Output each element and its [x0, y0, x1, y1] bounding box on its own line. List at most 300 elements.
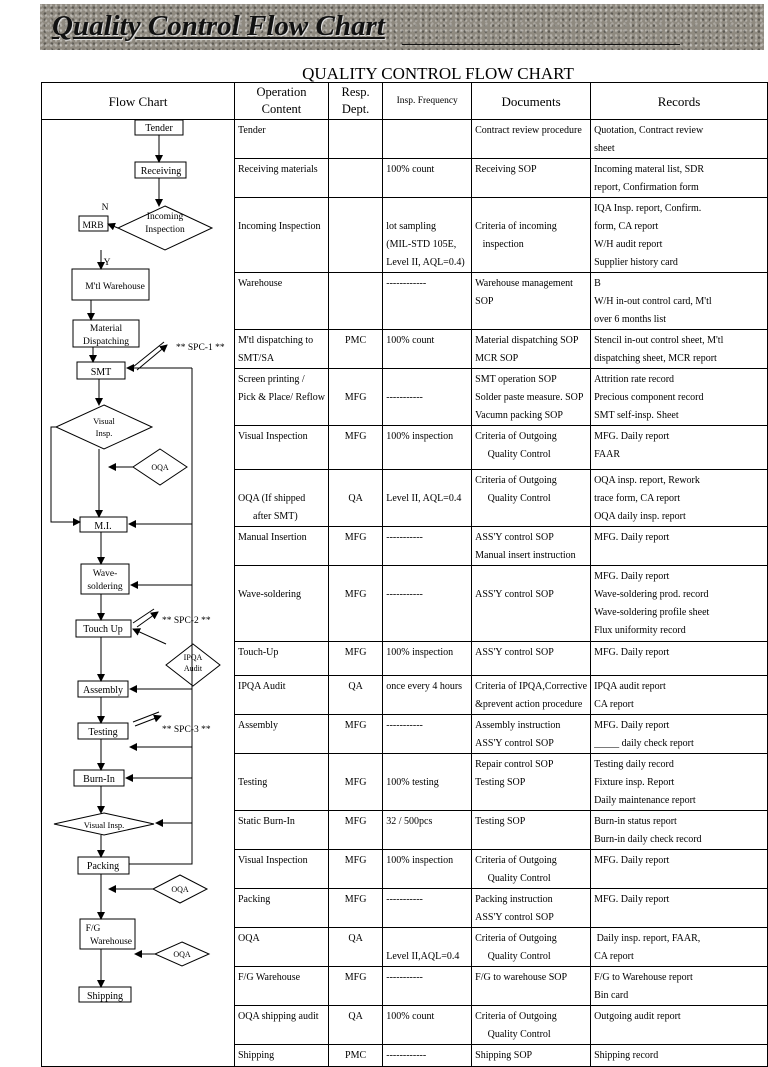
cell-line: report, Confirmation form: [594, 182, 699, 193]
table-body: [42, 120, 768, 1067]
mi-label: M.I.: [94, 521, 112, 532]
records-cell: [591, 889, 768, 928]
cell-line: 100% count: [386, 1011, 435, 1022]
packing-label: Packing: [86, 861, 120, 872]
operation-cell: [235, 967, 329, 1006]
resp-cell: [328, 369, 382, 426]
frequency-cell: [383, 426, 472, 470]
cell-line: SMT self-insp. Sheet: [594, 410, 679, 421]
records-cell: [591, 967, 768, 1006]
operation-cell: [235, 754, 329, 811]
header-records: Records: [591, 83, 768, 120]
cell-line: Shipping: [238, 1050, 275, 1061]
cell-line: over 6 months list: [594, 314, 667, 325]
records-cell: [591, 470, 768, 527]
spc3-arrow-b: [135, 716, 161, 726]
material-dispatching-label-2: Dispatching: [83, 337, 129, 347]
cell-line: Solder paste measure. SOP: [475, 392, 584, 403]
cell-line: &prevent action procedure: [475, 699, 583, 710]
operation-cell: [235, 159, 329, 198]
frequency-cell: [383, 967, 472, 1006]
operation-cell: [235, 527, 329, 566]
operation-cell: [235, 566, 329, 642]
frequency-cell: [383, 527, 472, 566]
operation-cell: [235, 642, 329, 676]
cell-line: Static Burn-In: [238, 816, 295, 827]
cell-line: OQA shipping audit: [238, 1011, 319, 1022]
cell-line: MFG: [344, 431, 367, 442]
cell-line: SMT operation SOP: [475, 374, 557, 385]
frequency-cell: [383, 642, 472, 676]
records-cell: [591, 928, 768, 967]
cell-line: MFG. Daily report: [594, 894, 670, 905]
cell-line: ASS'Y control SOP: [475, 912, 554, 923]
cell-line: [332, 756, 379, 774]
documents-cell: [472, 426, 591, 470]
shipping-label: Shipping: [86, 991, 124, 1002]
records-cell: [591, 369, 768, 426]
documents-cell: [472, 273, 591, 330]
cell-line: PMC: [345, 335, 367, 346]
documents-cell: [472, 369, 591, 426]
records-cell: [591, 527, 768, 566]
operation-cell: [235, 889, 329, 928]
resp-cell: [328, 527, 382, 566]
records-cell: [591, 120, 768, 159]
cell-line: MFG: [344, 855, 367, 866]
cell-line: Testing daily record: [594, 759, 674, 770]
records-cell: [591, 566, 768, 642]
records-cell: [591, 426, 768, 470]
cell-line: MFG. Daily report: [594, 532, 670, 543]
documents-cell: [472, 198, 591, 273]
header-documents: Documents: [472, 83, 591, 120]
cell-line: [238, 568, 325, 586]
operation-cell: [235, 120, 329, 159]
cell-line: Supplier history card: [594, 257, 678, 268]
flow-chart-cell: [42, 120, 235, 1067]
cell-line: [386, 568, 468, 586]
cell-line: Criteria of Outgoing: [475, 431, 557, 442]
records-cell: [591, 715, 768, 754]
resp-cell: [328, 120, 382, 159]
documents-cell: [472, 928, 591, 967]
cell-line: 100% inspection: [386, 855, 454, 866]
cell-line: F/G to warehouse SOP: [475, 972, 568, 983]
cell-line: CA report: [594, 699, 634, 710]
qc-flow-table: [41, 82, 768, 1067]
documents-cell: [472, 566, 591, 642]
cell-line: [332, 568, 379, 586]
cell-line: 100% testing: [386, 777, 439, 788]
oqa2-label: OQA: [171, 885, 189, 894]
cell-line: [475, 568, 587, 586]
oqa3-label: OQA: [173, 950, 191, 959]
resp-cell: [328, 889, 382, 928]
header-flow-chart: Flow Chart: [42, 83, 235, 120]
cell-line: Contract review procedure: [475, 125, 582, 136]
visual1-label-2: Insp.: [95, 428, 113, 438]
wave-label-2: soldering: [87, 582, 123, 592]
cell-line: [332, 371, 379, 389]
spc1-arrow-b: [137, 345, 167, 370]
incoming-label-2: Inspection: [145, 225, 185, 235]
cell-line: Tender: [238, 125, 266, 136]
cell-line: sheet: [594, 143, 615, 154]
cell-line: Quality Control: [475, 873, 551, 884]
assembly-label: Assembly: [83, 685, 123, 696]
cell-line: MFG: [344, 816, 367, 827]
documents-cell: [472, 676, 591, 715]
documents-cell: [472, 527, 591, 566]
visual-insp-1-diamond: [56, 405, 152, 449]
cell-line: ------------: [386, 1050, 427, 1061]
records-cell: [591, 754, 768, 811]
cell-line: 100% inspection: [386, 647, 454, 658]
cell-line: Criteria of Outgoing: [475, 855, 557, 866]
cell-line: once every 4 hours: [386, 681, 463, 692]
documents-cell: [472, 642, 591, 676]
cell-line: Warehouse management: [475, 278, 573, 289]
cell-line: CA report: [594, 951, 634, 962]
operation-cell: [235, 198, 329, 273]
records-cell: [591, 198, 768, 273]
resp-cell: [328, 198, 382, 273]
cell-line: -----------: [386, 532, 423, 543]
cell-line: MFG: [344, 392, 367, 403]
arrow-incoming-mrb: [108, 224, 118, 228]
cell-line: Fixture insp. Report: [594, 777, 675, 788]
fg-label-2: Warehouse: [90, 937, 132, 947]
cell-line: [475, 200, 587, 218]
cell-line: MFG: [344, 972, 367, 983]
cell-line: SOP: [475, 296, 494, 307]
y-label: Y: [103, 258, 111, 268]
flow-chart-diagram: [42, 120, 234, 1004]
cell-line: [386, 371, 468, 389]
documents-cell: [472, 889, 591, 928]
operation-cell: [235, 715, 329, 754]
operation-cell: [235, 1045, 329, 1067]
cell-line: Packing: [238, 894, 271, 905]
cell-line: 100% count: [386, 335, 435, 346]
resp-cell: [328, 1045, 382, 1067]
receiving-label: Receiving: [140, 166, 182, 177]
cell-line: Criteria of Outgoing: [475, 1011, 557, 1022]
cell-line: M'tl dispatching to: [238, 335, 314, 346]
cell-line: OQA (If shipped: [238, 493, 306, 504]
frequency-cell: [383, 1045, 472, 1067]
resp-cell: [328, 676, 382, 715]
resp-cell: [328, 967, 382, 1006]
cell-line: MFG: [344, 720, 367, 731]
ipqa-to-touchup: [133, 629, 166, 644]
spc3-label: ** SPC-3 **: [162, 725, 211, 735]
cell-line: Wave-soldering prod. record: [594, 589, 709, 600]
cell-line: [386, 756, 468, 774]
spc2-arrow-a: [133, 609, 154, 623]
cell-line: 32 / 500pcs: [386, 816, 433, 827]
operation-cell: [235, 470, 329, 527]
cell-line: [238, 200, 325, 218]
cell-line: W/H audit report: [594, 239, 663, 250]
banner-title: Quality Control Flow Chart: [52, 10, 385, 42]
cell-line: Vacumn packing SOP: [475, 410, 563, 421]
cell-line: QA: [348, 681, 363, 692]
cell-line: Testing SOP: [475, 816, 526, 827]
cell-line: Quality Control: [475, 449, 551, 460]
oqa1-label: OQA: [151, 463, 169, 472]
frequency-cell: [383, 330, 472, 369]
cell-line: Receiving materials: [238, 164, 318, 175]
resp-cell: [328, 330, 382, 369]
cell-line: Receiving SOP: [475, 164, 537, 175]
table-row: [42, 120, 768, 159]
operation-cell: [235, 273, 329, 330]
cell-line: Wave-soldering: [238, 589, 302, 600]
resp-cell: [328, 850, 382, 889]
cell-line: Level II, AQL=0.4): [386, 257, 465, 268]
documents-cell: [472, 159, 591, 198]
resp-cell: [328, 754, 382, 811]
cell-line: [386, 472, 468, 490]
resp-cell: [328, 426, 382, 470]
operation-cell: [235, 811, 329, 850]
cell-line: ------------: [386, 278, 427, 289]
documents-cell: [472, 1006, 591, 1045]
spc2-label: ** SPC-2 **: [162, 616, 211, 626]
cell-line: MFG: [344, 894, 367, 905]
frequency-cell: [383, 889, 472, 928]
operation-cell: [235, 1006, 329, 1045]
cell-line: Assembly: [238, 720, 278, 731]
frequency-cell: [383, 369, 472, 426]
cell-line: (MIL-STD 105E,: [386, 239, 457, 250]
cell-line: Testing SOP: [475, 777, 526, 788]
cell-line: MFG: [344, 589, 367, 600]
cell-line: Quality Control: [475, 493, 551, 504]
cell-line: Stencil in-out control sheet, M'tl: [594, 335, 724, 346]
cell-line: Burn-in status report: [594, 816, 677, 827]
cell-line: MCR SOP: [475, 353, 519, 364]
cell-line: OQA daily insp. report: [594, 511, 686, 522]
cell-line: Precious component record: [594, 392, 704, 403]
incoming-label-1: Incoming: [146, 212, 184, 222]
frequency-cell: [383, 1006, 472, 1045]
resp-cell: [328, 566, 382, 642]
documents-cell: [472, 811, 591, 850]
cell-line: ASS'Y control SOP: [475, 647, 554, 658]
ipqa-label-1: IPQA: [183, 653, 203, 662]
operation-cell: [235, 850, 329, 889]
touchup-label: Touch Up: [83, 624, 123, 635]
cell-line: B: [594, 278, 601, 289]
table-header-row: [42, 83, 768, 120]
operation-cell: [235, 426, 329, 470]
smt-label: SMT: [90, 367, 112, 378]
records-cell: [591, 676, 768, 715]
documents-cell: [472, 470, 591, 527]
cell-line: [332, 472, 379, 490]
cell-line: _____ daily check report: [594, 738, 694, 749]
cell-line: Visual Inspection: [238, 431, 308, 442]
wave-label-1: Wave-: [92, 569, 118, 579]
cell-line: OQA insp. report, Rework: [594, 475, 700, 486]
ipqa-label-2: Audit: [183, 664, 203, 673]
cell-line: Wave-soldering profile sheet: [594, 607, 710, 618]
cell-line: OQA: [238, 933, 260, 944]
cell-line: PMC: [345, 1050, 367, 1061]
records-cell: [591, 850, 768, 889]
cell-line: Visual Inspection: [238, 855, 308, 866]
records-cell: [591, 159, 768, 198]
cell-line: Quality Control: [475, 1029, 551, 1040]
cell-line: [386, 200, 468, 218]
fg-label-1: F/G: [85, 924, 101, 934]
cell-line: Assembly instruction: [475, 720, 561, 731]
cell-line: 100% inspection: [386, 431, 454, 442]
cell-line: -----------: [386, 392, 423, 403]
resp-cell: [328, 273, 382, 330]
cell-line: inspection: [475, 239, 524, 250]
documents-cell: [472, 754, 591, 811]
line-visual-bypass-mi: [51, 427, 80, 522]
resp-cell: [328, 928, 382, 967]
frequency-cell: [383, 754, 472, 811]
cell-line: MFG. Daily report: [594, 571, 670, 582]
cell-line: Criteria of Outgoing: [475, 933, 557, 944]
resp-cell: [328, 470, 382, 527]
banner-underline: [402, 44, 680, 45]
cell-line: Quotation, Contract review: [594, 125, 704, 136]
mrb-label: MRB: [82, 221, 104, 231]
cell-line: Daily maintenance report: [594, 795, 696, 806]
operation-cell: [235, 369, 329, 426]
cell-line: [238, 756, 325, 774]
cell-line: Shipping SOP: [475, 1050, 533, 1061]
cell-line: Daily insp. report, FAAR,: [594, 933, 701, 944]
title-banner: [40, 4, 764, 50]
cell-line: Touch-Up: [238, 647, 279, 658]
cell-line: Shipping record: [594, 1050, 659, 1061]
cell-line: MFG. Daily report: [594, 720, 670, 731]
cell-line: QA: [348, 1011, 363, 1022]
cell-line: MFG. Daily report: [594, 647, 670, 658]
cell-line: [238, 472, 325, 490]
cell-line: Manual Insertion: [238, 532, 307, 543]
visual2-label: Visual Insp.: [83, 820, 125, 830]
frequency-cell: [383, 676, 472, 715]
documents-cell: [472, 850, 591, 889]
cell-line: Outgoing audit report: [594, 1011, 681, 1022]
resp-cell: [328, 159, 382, 198]
cell-line: Criteria of IPQA,Corrective: [475, 681, 588, 692]
records-cell: [591, 273, 768, 330]
cell-line: -----------: [386, 589, 423, 600]
cell-line: Packing instruction: [475, 894, 553, 905]
resp-cell: [328, 642, 382, 676]
documents-cell: [472, 715, 591, 754]
frequency-cell: [383, 715, 472, 754]
resp-cell: [328, 715, 382, 754]
cell-line: Burn-in daily check record: [594, 834, 702, 845]
frequency-cell: [383, 566, 472, 642]
cell-line: Incoming materal list, SDR: [594, 164, 705, 175]
documents-cell: [472, 967, 591, 1006]
testing-label: Testing: [88, 727, 118, 738]
header-operation-content: Operation Content: [235, 83, 329, 120]
cell-line: ASS'Y control SOP: [475, 738, 554, 749]
records-cell: [591, 811, 768, 850]
frequency-cell: [383, 850, 472, 889]
cell-line: MFG: [344, 532, 367, 543]
cell-line: SMT/SA: [238, 353, 275, 364]
cell-line: Warehouse: [238, 278, 283, 289]
documents-cell: [472, 120, 591, 159]
frequency-cell: [383, 159, 472, 198]
cell-line: Material dispatching SOP: [475, 335, 579, 346]
cell-line: Repair control SOP: [475, 759, 554, 770]
frequency-cell: [383, 470, 472, 527]
burnin-label: Burn-In: [83, 774, 115, 785]
cell-line: F/G Warehouse: [238, 972, 301, 983]
cell-line: Attrition rate record: [594, 374, 675, 385]
cell-line: Screen printing /: [238, 374, 305, 385]
cell-line: MFG. Daily report: [594, 855, 670, 866]
cell-line: MFG: [344, 647, 367, 658]
cell-line: QA: [348, 933, 363, 944]
frequency-cell: [383, 811, 472, 850]
records-cell: [591, 1006, 768, 1045]
cell-line: Level II, AQL=0.4: [386, 493, 462, 504]
cell-line: Bin card: [594, 990, 629, 1001]
cell-line: lot sampling: [386, 221, 436, 232]
cell-line: ASS'Y control SOP: [475, 532, 554, 543]
header-insp-frequency: Insp. Frequency: [383, 83, 472, 120]
operation-cell: [235, 676, 329, 715]
cell-line: [386, 930, 468, 948]
cell-line: trace form, CA report: [594, 493, 681, 504]
cell-line: ASS'Y control SOP: [475, 589, 554, 600]
spc2-arrow-b: [137, 612, 158, 627]
cell-line: dispatching sheet, MCR report: [594, 353, 717, 364]
cell-line: F/G to Warehouse report: [594, 972, 693, 983]
documents-cell: [472, 330, 591, 369]
resp-cell: [328, 1006, 382, 1045]
cell-line: FAAR: [594, 449, 620, 460]
records-cell: [591, 642, 768, 676]
spc1-label: ** SPC-1 **: [176, 343, 225, 353]
cell-line: after SMT): [238, 511, 298, 522]
mtl-warehouse-label: M'tl Warehouse: [85, 282, 145, 292]
header-resp-dept: Resp. Dept.: [328, 83, 382, 120]
cell-line: IQA Insp. report, Confirm.: [594, 203, 702, 214]
cell-line: Level II,AQL=0.4: [386, 951, 460, 962]
cell-line: Testing: [238, 777, 268, 788]
records-cell: [591, 1045, 768, 1067]
cell-line: QA: [348, 493, 363, 504]
cell-line: Criteria of Outgoing: [475, 475, 557, 486]
spc3-arrow-a: [133, 712, 159, 722]
cell-line: -----------: [386, 894, 423, 905]
cell-line: Manual insert instruction: [475, 550, 576, 561]
cell-line: W/H in-out control card, M'tl: [594, 296, 712, 307]
cell-line: IPQA Audit: [238, 681, 286, 692]
operation-cell: [235, 928, 329, 967]
cell-line: MFG. Daily report: [594, 431, 670, 442]
frequency-cell: [383, 273, 472, 330]
records-cell: [591, 330, 768, 369]
